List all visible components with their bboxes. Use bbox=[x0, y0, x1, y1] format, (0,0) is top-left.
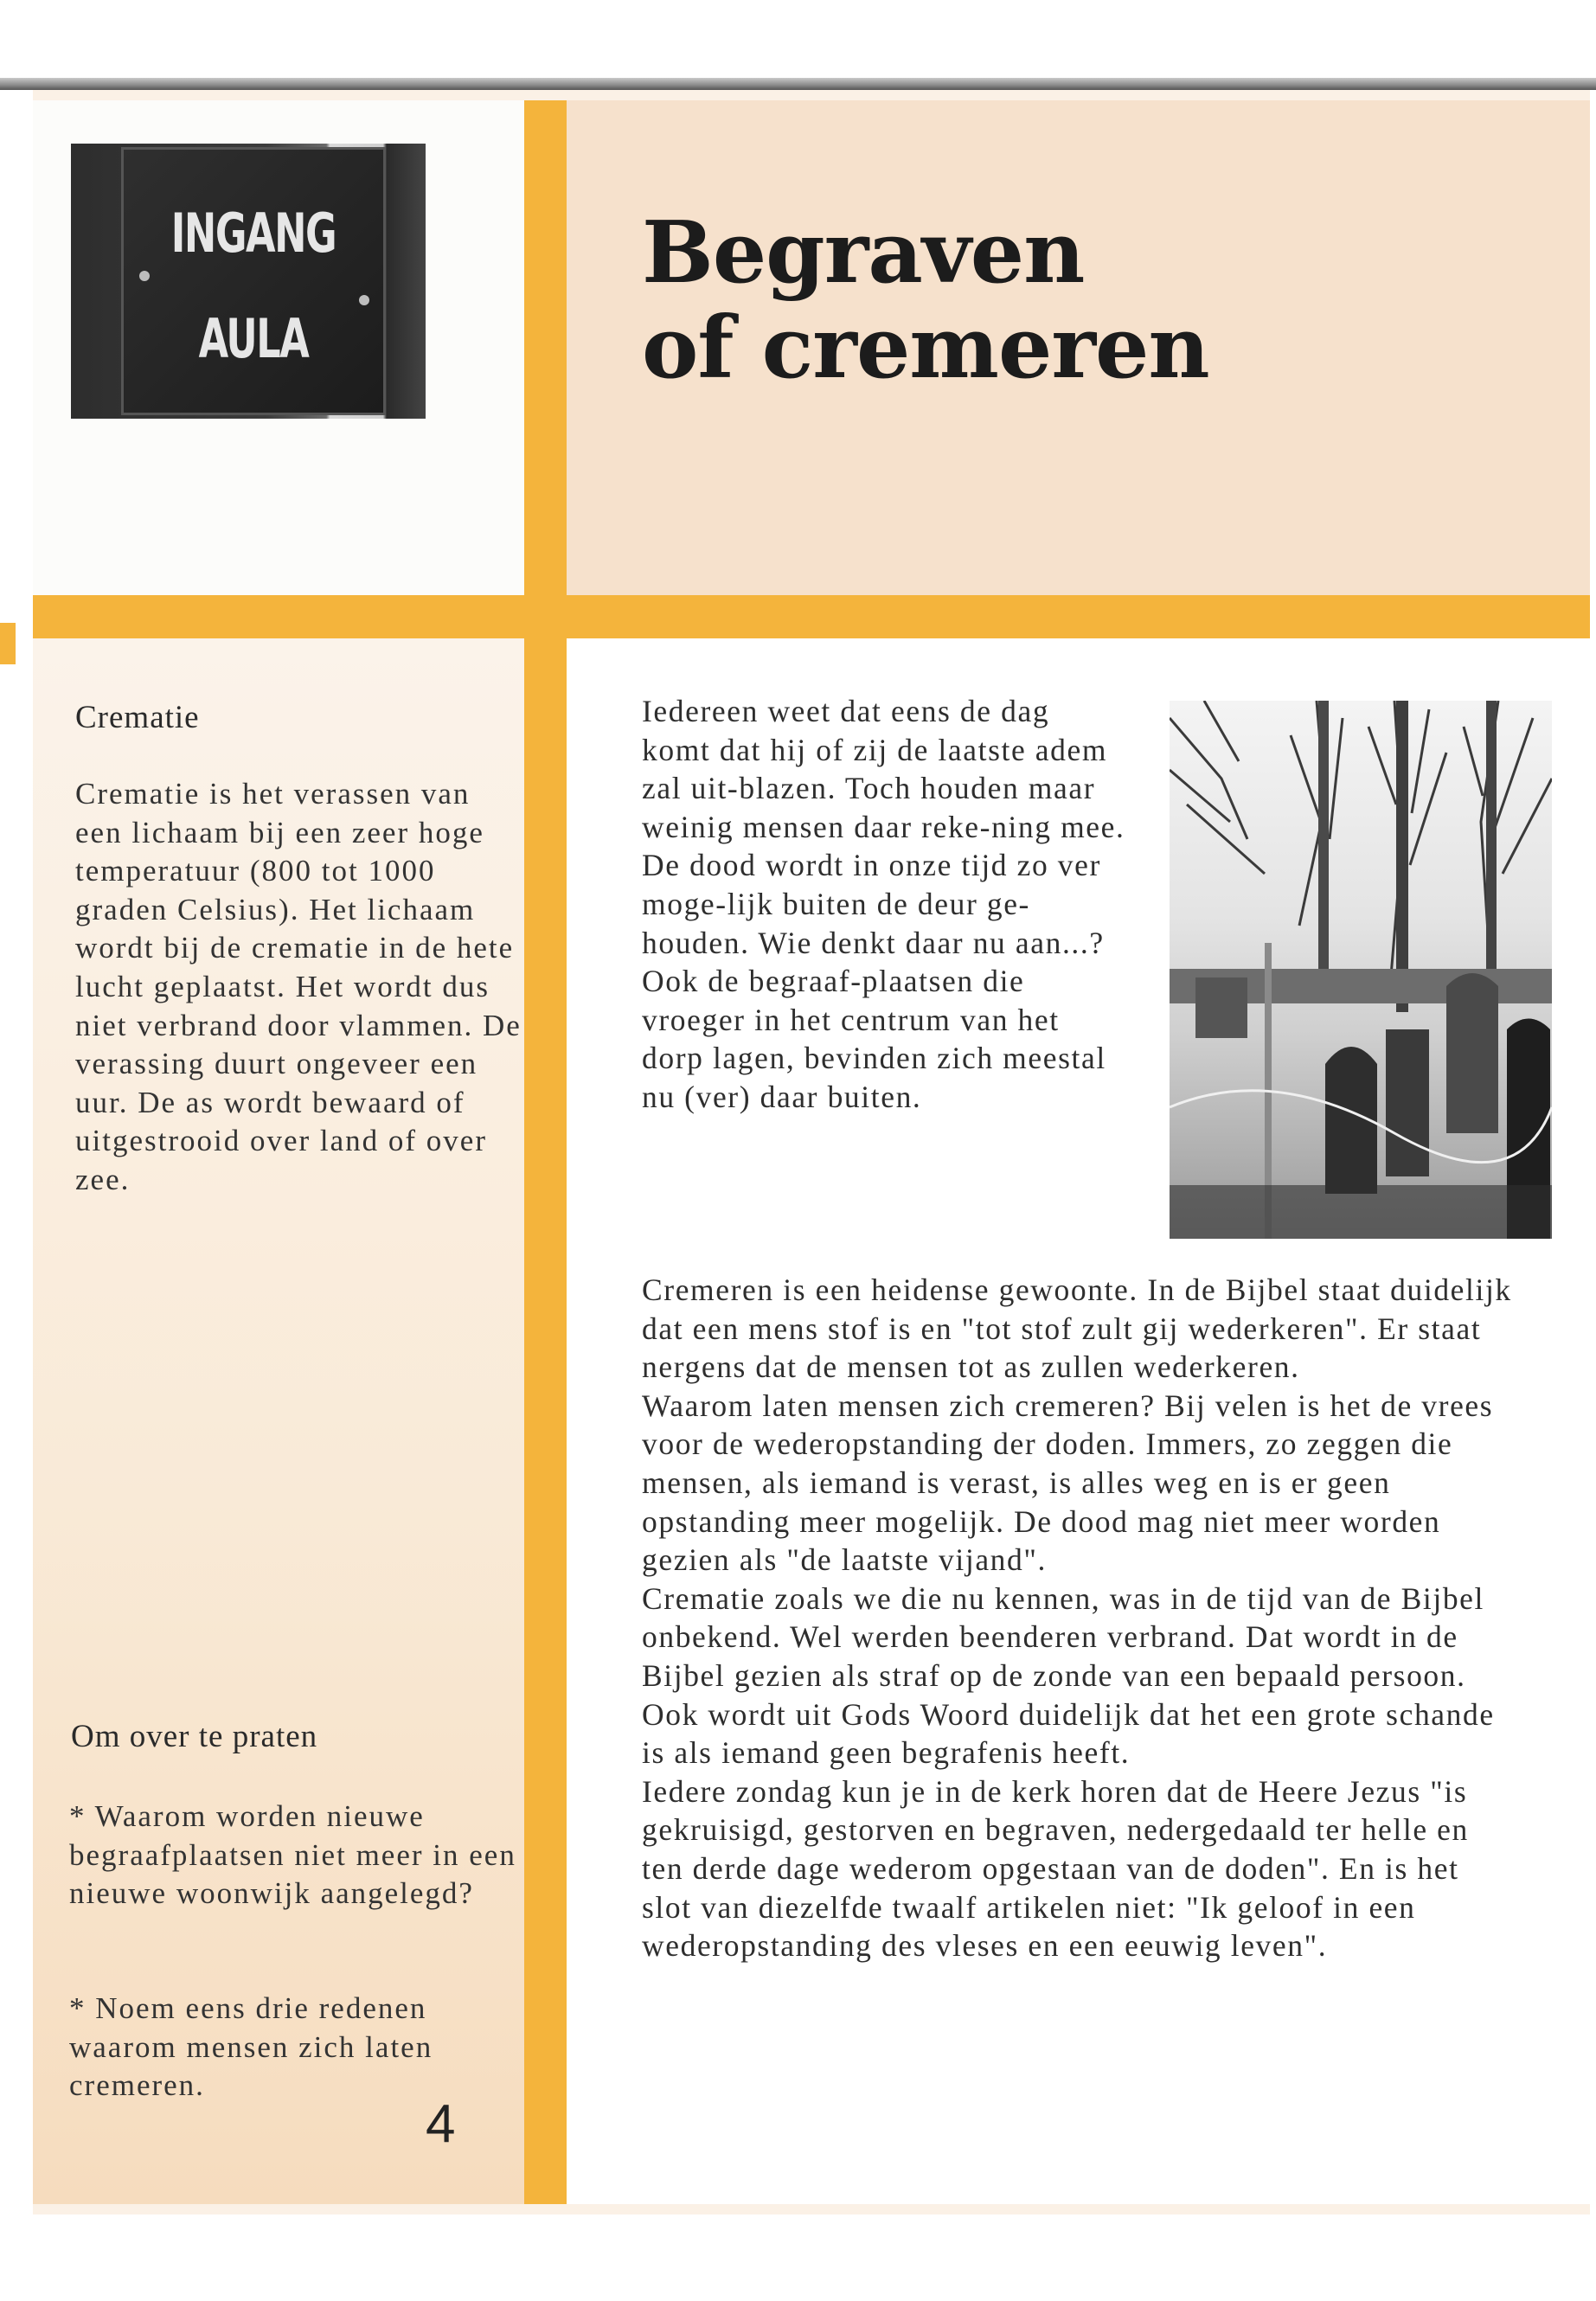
page-number: 4 bbox=[426, 2094, 456, 2154]
intro-paragraph: Iedereen weet dat eens de dag komt dat hij of zij de laatste adem zal uit-blazen. Toch houden maar weinig mensen daar reke-ning mee. De dood wordt in onze tijd zo ver moge-lijk buiten de deur ge-houden. Wie denkt daar nu aan...? Ook de begraaf-plaatsen die vroeger in het centrum van het dorp lagen, bevinden zich meestal nu (ver) daar buiten. bbox=[642, 694, 1125, 1114]
cemetery-photo bbox=[1170, 701, 1552, 1239]
paragraph-bible-times: Crematie zoals we die nu kennen, was in de tijd van de Bijbel onbekend. Wel werden beenderen verbrand. Dat wordt in de Bijbel gezien als straf op de zonde van een bepaald persoon. Ook wordt uit Gods Woord duidelijk dat het een grote schande is als iemand geen begrafenis heeft. bbox=[642, 1580, 1495, 1771]
title-line-2: of cremeren bbox=[642, 298, 1209, 398]
paragraph-why-cremate: Waarom laten mensen zich cremeren? Bij velen is het de vrees voor de wederopstanding der doden. Immers, zo zeggen die mensen, als iemand is verast, is alles weg en is er geen opstanding meer mogelijk. De dood mag niet meer worden gezien als "de laatste vijand". bbox=[642, 1388, 1494, 1578]
sign-text-ingang: INGANG bbox=[170, 202, 337, 265]
gravestone bbox=[1446, 973, 1498, 1133]
sign-bolt bbox=[139, 271, 150, 281]
page-title bbox=[642, 203, 1209, 398]
gravestone bbox=[1195, 977, 1247, 1038]
paragraph-creed: Iedere zondag kun je in de kerk horen dat de Heere Jezus "is gekruisigd, gestorven en begraven, nedergedaald ter helle en ten derde dage wederom opgestaan van de doden". En is het slot van diezelfde twaalf artikelen niet: "Ik geloof in een wederopstanding des vleses en een eeuwig leven". bbox=[642, 1773, 1469, 1964]
book-edge-stripe bbox=[0, 78, 1596, 90]
cremation-heading: Crematie bbox=[75, 700, 200, 735]
sign-text-aula: AULA bbox=[198, 307, 309, 370]
sign-bolt bbox=[359, 295, 369, 305]
sign-photo bbox=[71, 144, 426, 419]
gravestone bbox=[1386, 1029, 1429, 1176]
sign-board bbox=[121, 147, 386, 415]
ground-shadow bbox=[1170, 1185, 1552, 1239]
paragraph-cremation-heathen: Cremeren is een heidense gewoonte. In de Bijbel staat duidelijk dat een mens stof is en "tot stof zult gij wederkeren". Er staat nergens dat de mensen tot as zullen wederkeren. bbox=[642, 1272, 1512, 1385]
cemetery-illustration bbox=[1170, 701, 1552, 1239]
vertical-orange-bar bbox=[524, 100, 567, 2204]
title-line-1: Begraven bbox=[642, 203, 1085, 303]
tree-trunk bbox=[1486, 701, 1497, 986]
main-body bbox=[642, 1271, 1516, 1965]
discuss-heading: Om over te praten bbox=[71, 1719, 318, 1754]
question-1: * Waarom worden nieuwe begraafplaatsen niet meer in een nieuwe woonwijk aangelegd? bbox=[69, 1799, 516, 1911]
question-2: * Noem eens drie redenen waarom mensen zich laten cremeren. bbox=[69, 1991, 433, 2103]
tree-trunk bbox=[1396, 701, 1408, 1012]
tree-trunk bbox=[1318, 701, 1329, 986]
edge-tab-mark bbox=[0, 623, 16, 664]
top-margin bbox=[0, 0, 1596, 83]
bottom-margin bbox=[0, 2214, 1596, 2301]
horizontal-orange-bar bbox=[33, 595, 1590, 638]
cremation-text: Crematie is het verassen van een lichaam bij een zeer hoge temperatuur (800 tot 1000 graden Celsius). Het lichaam wordt bij de crematie in de hete lucht geplaatst. Het wordt dus niet verbrand door vlammen. De verassing duurt ongeveer een uur. De as wordt bewaard of uitgestrooid over land of over zee. bbox=[75, 777, 522, 1196]
